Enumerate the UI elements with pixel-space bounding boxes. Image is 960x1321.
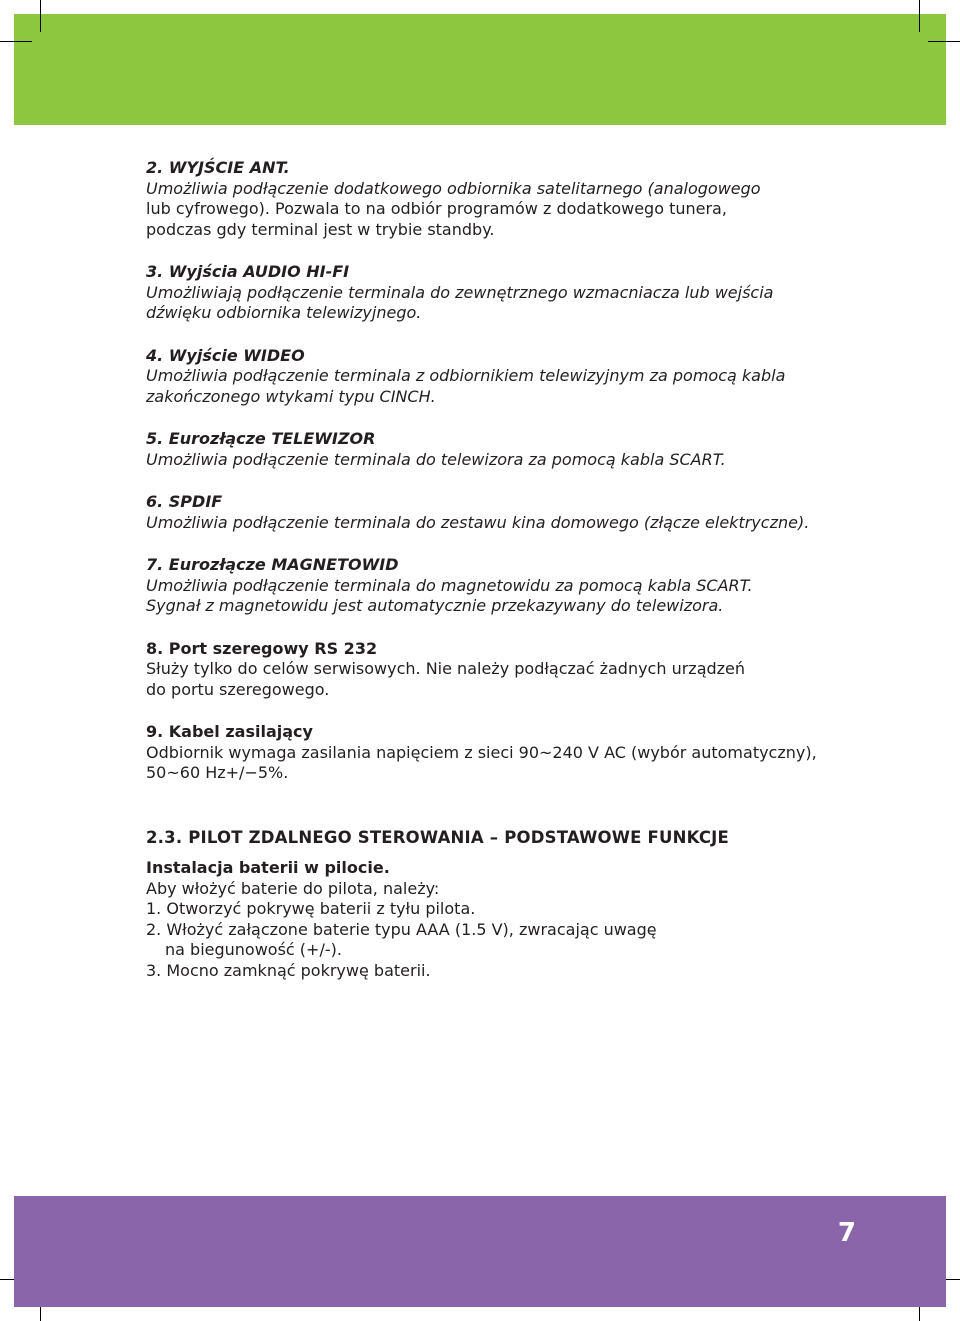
section-intro: Aby włożyć baterie do pilota, należy: [146,878,440,898]
item-text: Umożliwia podłączenie terminala do telewizora za pomocą kabla SCART. [146,449,726,469]
remote-section [146,828,846,982]
item-heading: 9. Kabel zasilający [146,722,313,741]
item-power-cable [146,722,846,784]
item-text: dźwięku odbiornika telewizyjnego. [146,303,422,322]
item-video-output [146,346,846,408]
item-text: Służy tylko do celów serwisowych. Nie należy podłączać żadnych urządzeń [146,659,746,678]
item-text: Umożliwia podłączenie terminala z odbiornikiem telewizyjnym za pomocą kabla [146,366,786,385]
page-content [146,158,846,981]
item-heading: 8. Port szeregowy RS 232 [146,638,378,658]
item-heading: 5. Eurozłącze TELEWIZOR [146,429,376,448]
section-title: 2.3. PILOT ZDALNEGO STEROWANIA – PODSTAWOWE FUNKCJE [146,827,729,847]
item-heading: 4. Wyjście WIDEO [146,345,305,365]
item-ant-output [146,158,846,240]
step-item: 1. Otworzyć pokrywę baterii z tyłu pilota. [146,899,476,918]
item-text: podczas gdy terminal jest w trybie standby. [146,219,495,239]
crop-mark [40,0,41,32]
item-text: Odbiornik wymaga zasilania napięciem z sieci 90~240 V AC (wybór automatyczny), [146,742,817,762]
item-rs232 [146,639,846,701]
crop-mark [0,41,32,42]
item-scart-tv [146,429,846,470]
item-heading: 2. WYJŚCIE ANT. [146,158,290,177]
top-color-band [14,14,946,125]
item-heading: 6. SPDIF [146,492,223,511]
item-text: lub cyfrowego). Pozwala to na odbiór programów z dodatkowego tunera, [146,199,727,218]
item-spdif [146,492,846,533]
item-text: Umożliwia podłączenie terminala do magnetowidu za pomocą kabla SCART. [146,575,753,595]
step-item: 2. Włożyć załączone baterie typu AAA (1.5 V), zwracając uwagę [146,919,657,939]
item-text: 50~60 Hz+/−5%. [146,763,289,782]
item-text: zakończonego wtykami typu CINCH. [146,386,436,406]
item-audio-hifi [146,262,846,324]
item-heading: 3. Wyjścia AUDIO HI-FI [146,262,350,281]
item-text: Umożliwiają podłączenie terminala do zewnętrznego wzmacniacza lub wejścia [146,282,774,302]
item-text: Umożliwia podłączenie terminala do zestawu kina domowego (złącze elektryczne). [146,512,810,532]
item-text: do portu szeregowego. [146,679,330,699]
item-text: Sygnał z magnetowidu jest automatycznie przekazywany do telewizora. [146,596,724,615]
item-heading: 7. Eurozłącze MAGNETOWID [146,555,399,574]
step-item: na biegunowość (+/-). [165,940,342,959]
section-subheading: Instalacja baterii w pilocie. [146,858,390,877]
item-text: Umożliwia podłączenie dodatkowego odbiornika satelitarnego (analogowego [146,178,761,198]
page-number: 7 [837,1218,856,1248]
step-item: 3. Mocno zamknąć pokrywę baterii. [146,960,431,980]
crop-mark [919,0,920,32]
crop-mark [928,41,960,42]
bottom-color-band [14,1196,946,1307]
item-scart-vcr [146,555,846,617]
